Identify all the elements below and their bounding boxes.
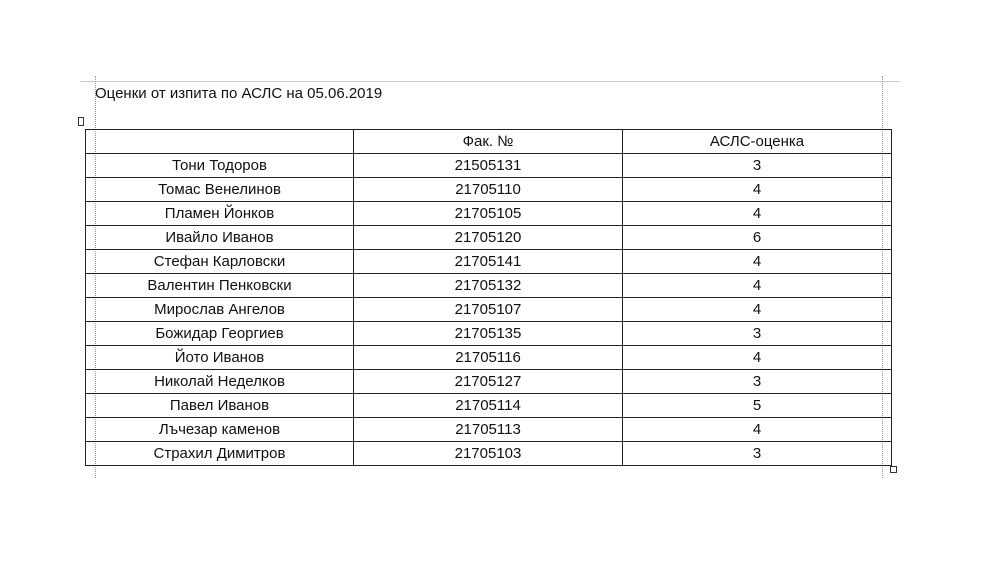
table-row bbox=[86, 370, 892, 394]
faculty-number[interactable]: 21705113 bbox=[354, 418, 623, 442]
faculty-number[interactable]: 21705116 bbox=[354, 346, 623, 370]
faculty-number[interactable]: 21705120 bbox=[354, 226, 623, 250]
table-row bbox=[86, 346, 892, 370]
table-resize-handle-icon[interactable] bbox=[890, 466, 897, 473]
faculty-number[interactable]: 21705135 bbox=[354, 322, 623, 346]
table-row bbox=[86, 418, 892, 442]
grade[interactable]: 6 bbox=[623, 226, 892, 250]
faculty-number[interactable]: 21705114 bbox=[354, 394, 623, 418]
faculty-number[interactable]: 21705107 bbox=[354, 298, 623, 322]
table-row bbox=[86, 154, 892, 178]
faculty-number[interactable]: 21705110 bbox=[354, 178, 623, 202]
header-faculty-number[interactable]: Фак. № bbox=[354, 130, 623, 154]
faculty-number[interactable]: 21705105 bbox=[354, 202, 623, 226]
faculty-number[interactable]: 21505131 bbox=[354, 154, 623, 178]
table-move-handle-icon[interactable] bbox=[78, 117, 84, 126]
table-row bbox=[86, 226, 892, 250]
student-name[interactable]: Йото Иванов bbox=[86, 346, 354, 370]
document-title[interactable]: Оценки от изпита по АСЛС на 05.06.2019 bbox=[95, 85, 383, 102]
student-name[interactable]: Стефан Карловски bbox=[86, 250, 354, 274]
table-row bbox=[86, 178, 892, 202]
student-name[interactable]: Божидар Георгиев bbox=[86, 322, 354, 346]
table-row bbox=[86, 394, 892, 418]
grade[interactable]: 3 bbox=[623, 322, 892, 346]
grades-table[interactable] bbox=[85, 129, 892, 466]
header-name[interactable] bbox=[86, 130, 354, 154]
margin-guide-top bbox=[80, 81, 900, 82]
student-name[interactable]: Страхил Димитров bbox=[86, 442, 354, 466]
table-header-row bbox=[86, 130, 892, 154]
student-name[interactable]: Томас Венелинов bbox=[86, 178, 354, 202]
faculty-number[interactable]: 21705132 bbox=[354, 274, 623, 298]
grade[interactable]: 3 bbox=[623, 154, 892, 178]
table-row bbox=[86, 202, 892, 226]
student-name[interactable]: Павел Иванов bbox=[86, 394, 354, 418]
grade[interactable]: 4 bbox=[623, 298, 892, 322]
student-name[interactable]: Пламен Йонков bbox=[86, 202, 354, 226]
grade[interactable]: 3 bbox=[623, 442, 892, 466]
table-row bbox=[86, 298, 892, 322]
grade[interactable]: 4 bbox=[623, 274, 892, 298]
faculty-number[interactable]: 21705103 bbox=[354, 442, 623, 466]
table-row bbox=[86, 322, 892, 346]
student-name[interactable]: Валентин Пенковски bbox=[86, 274, 354, 298]
student-name[interactable]: Мирослав Ангелов bbox=[86, 298, 354, 322]
grade[interactable]: 4 bbox=[623, 346, 892, 370]
grade[interactable]: 4 bbox=[623, 178, 892, 202]
faculty-number[interactable]: 21705127 bbox=[354, 370, 623, 394]
faculty-number[interactable]: 21705141 bbox=[354, 250, 623, 274]
table-row bbox=[86, 442, 892, 466]
grade[interactable]: 4 bbox=[623, 250, 892, 274]
header-grade[interactable]: АСЛС-оценка bbox=[623, 130, 892, 154]
table-row bbox=[86, 250, 892, 274]
table-row bbox=[86, 274, 892, 298]
grade[interactable]: 5 bbox=[623, 394, 892, 418]
student-name[interactable]: Николай Неделков bbox=[86, 370, 354, 394]
student-name[interactable]: Лъчезар каменов bbox=[86, 418, 354, 442]
student-name[interactable]: Тони Тодоров bbox=[86, 154, 354, 178]
grade[interactable]: 3 bbox=[623, 370, 892, 394]
grade[interactable]: 4 bbox=[623, 202, 892, 226]
grade[interactable]: 4 bbox=[623, 418, 892, 442]
student-name[interactable]: Ивайло Иванов bbox=[86, 226, 354, 250]
